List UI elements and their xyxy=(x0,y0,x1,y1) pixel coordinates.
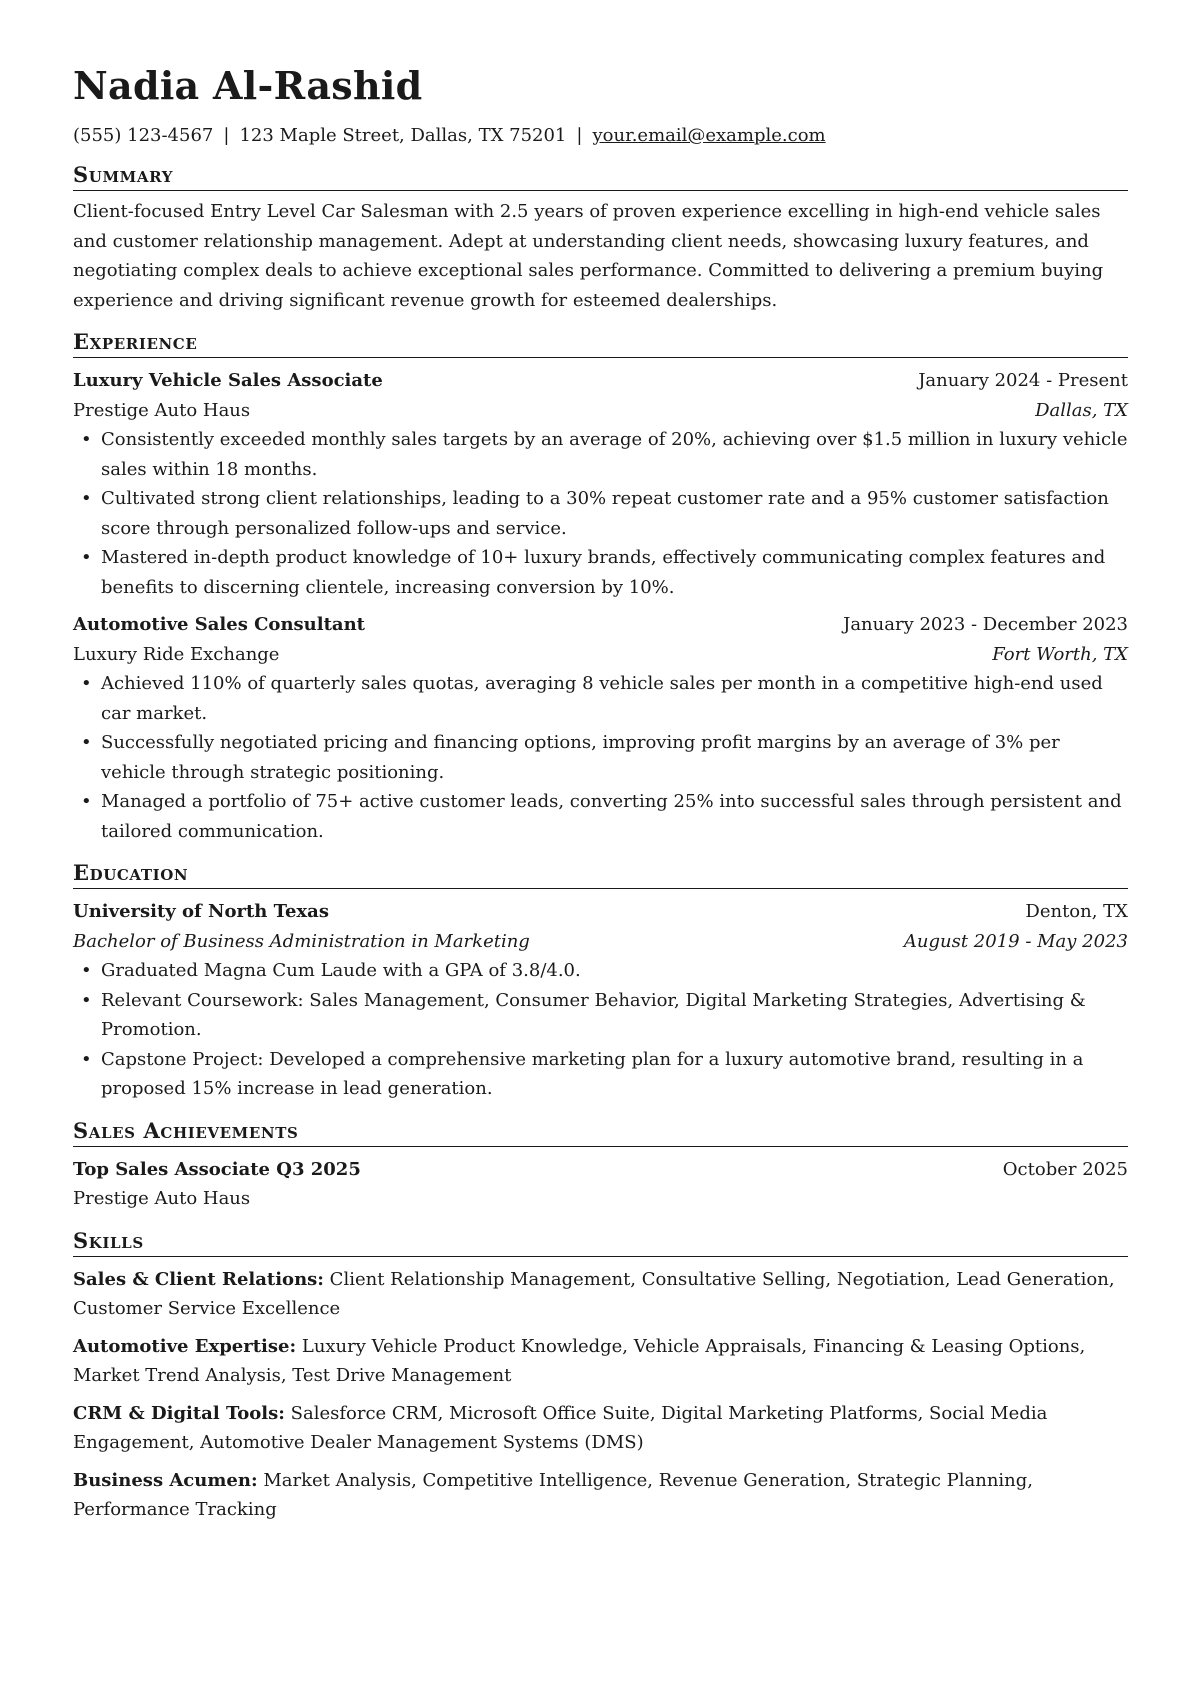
education-heading: Education xyxy=(73,860,1128,889)
school-row xyxy=(73,897,1128,927)
degree-name: Bachelor of Business Administration in Marketing xyxy=(73,930,530,952)
street-address: 123 Maple Street, Dallas, TX 75201 xyxy=(239,125,567,146)
education-entry xyxy=(73,897,1128,1104)
job-dates: January 2024 - Present xyxy=(918,370,1128,391)
contact-separator: | xyxy=(576,125,583,146)
education-bullet: • Graduated Magna Cum Laude with a GPA of 3.8/4.0. xyxy=(73,956,1128,986)
job-bullet-list xyxy=(73,425,1128,602)
achievement-row xyxy=(73,1155,1128,1185)
achievement-company-row xyxy=(73,1184,1128,1214)
job-company-row xyxy=(73,640,1128,670)
phone-number: (555) 123-4567 xyxy=(73,125,214,146)
contact-separator: | xyxy=(223,125,230,146)
degree-dates: August 2019 - May 2023 xyxy=(903,930,1128,952)
job-location: Dallas, TX xyxy=(1035,399,1128,421)
email-link[interactable]: your.email@example.com xyxy=(592,125,826,146)
achievement-entry xyxy=(73,1155,1128,1214)
skill-group-label: CRM & Digital Tools: xyxy=(73,1402,285,1424)
school-name: University of North Texas xyxy=(73,901,329,922)
job-location: Fort Worth, TX xyxy=(992,643,1128,665)
summary-text: Client-focused Entry Level Car Salesman with 2.5 years of proven experience excelling in high-end vehicle sales and customer relationship management. Adept at understanding client needs, showcasing luxury features, and negotiating complex deals to achieve exceptional sales performance. Committed to delivering a premium buying experience and driving significant revenue growth for esteemed dealerships. xyxy=(73,201,1104,311)
job-company-row xyxy=(73,396,1128,426)
job-bullet: • Managed a portfolio of 75+ active customer leads, converting 25% into successful sales through persistent and tailored communication. xyxy=(73,787,1128,846)
job-bullet: • Cultivated strong client relationships, leading to a 30% repeat customer rate and a 95% customer satisfaction score through personalized follow-ups and service. xyxy=(73,484,1128,543)
education-bullet: • Capstone Project: Developed a comprehensive marketing plan for a luxury automotive brand, resulting in a proposed 15% increase in lead generation. xyxy=(73,1045,1128,1104)
job-bullet: • Consistently exceeded monthly sales targets by an average of 20%, achieving over $1.5 million in luxury vehicle sales within 18 months. xyxy=(73,425,1128,484)
skill-group-label: Automotive Expertise: xyxy=(73,1335,297,1357)
skill-group-items: Salesforce CRM, Microsoft Office Suite, Digital Marketing Platforms, Social Media Engagement, Automotive Dealer Management Systems (DMS) xyxy=(73,1402,1048,1453)
experience-entry xyxy=(73,610,1128,846)
job-bullet: • Mastered in-depth product knowledge of 10+ luxury brands, effectively communicating complex features and benefits to discerning clientele, increasing conversion by 10%. xyxy=(73,543,1128,602)
contact-line xyxy=(73,124,1128,148)
job-title: Automotive Sales Consultant xyxy=(73,614,365,635)
skill-group-items: Market Analysis, Competitive Intelligence, Revenue Generation, Strategic Planning, Performance Tracking xyxy=(73,1469,1034,1520)
skill-group xyxy=(73,1399,1128,1458)
job-bullet-list xyxy=(73,669,1128,846)
job-company: Prestige Auto Haus xyxy=(73,399,251,421)
experience-heading: Experience xyxy=(73,329,1128,358)
skill-group-label: Business Acumen: xyxy=(73,1469,258,1491)
job-bullet: • Successfully negotiated pricing and financing options, improving profit margins by an average of 3% per vehicle through strategic positioning. xyxy=(73,728,1128,787)
experience-entry xyxy=(73,366,1128,602)
skill-group xyxy=(73,1332,1128,1391)
skills-heading: Skills xyxy=(73,1228,1128,1257)
skill-group xyxy=(73,1265,1128,1324)
job-company: Luxury Ride Exchange xyxy=(73,643,280,665)
summary-heading: Summary xyxy=(73,162,1128,191)
school-location: Denton, TX xyxy=(1025,901,1128,922)
achievement-date: October 2025 xyxy=(1002,1158,1128,1180)
skill-group-items: Client Relationship Management, Consultative Selling, Negotiation, Lead Generation, Customer Service Excellence xyxy=(73,1268,1115,1319)
skill-group-label: Sales & Client Relations: xyxy=(73,1268,324,1290)
job-bullet: • Achieved 110% of quarterly sales quotas, averaging 8 vehicle sales per month in a competitive high-end used car market. xyxy=(73,669,1128,728)
skill-group-items: Luxury Vehicle Product Knowledge, Vehicle Appraisals, Financing & Leasing Options, Market Trend Analysis, Test Drive Management xyxy=(73,1335,1086,1386)
achievement-title: Top Sales Associate Q3 2025 xyxy=(73,1158,361,1180)
degree-row xyxy=(73,927,1128,957)
skill-group xyxy=(73,1466,1128,1525)
education-bullet-list xyxy=(73,956,1128,1104)
job-header-row xyxy=(73,610,1128,640)
job-title: Luxury Vehicle Sales Associate xyxy=(73,370,383,391)
achievement-company: Prestige Auto Haus xyxy=(73,1188,251,1209)
job-header-row xyxy=(73,366,1128,396)
job-dates: January 2023 - December 2023 xyxy=(843,614,1128,635)
achievements-heading: Sales Achievements xyxy=(73,1118,1128,1147)
candidate-name: Nadia Al-Rashid xyxy=(73,63,423,108)
education-bullet: • Relevant Coursework: Sales Management, Consumer Behavior, Digital Marketing Strategies, Advertising & Promotion. xyxy=(73,986,1128,1045)
